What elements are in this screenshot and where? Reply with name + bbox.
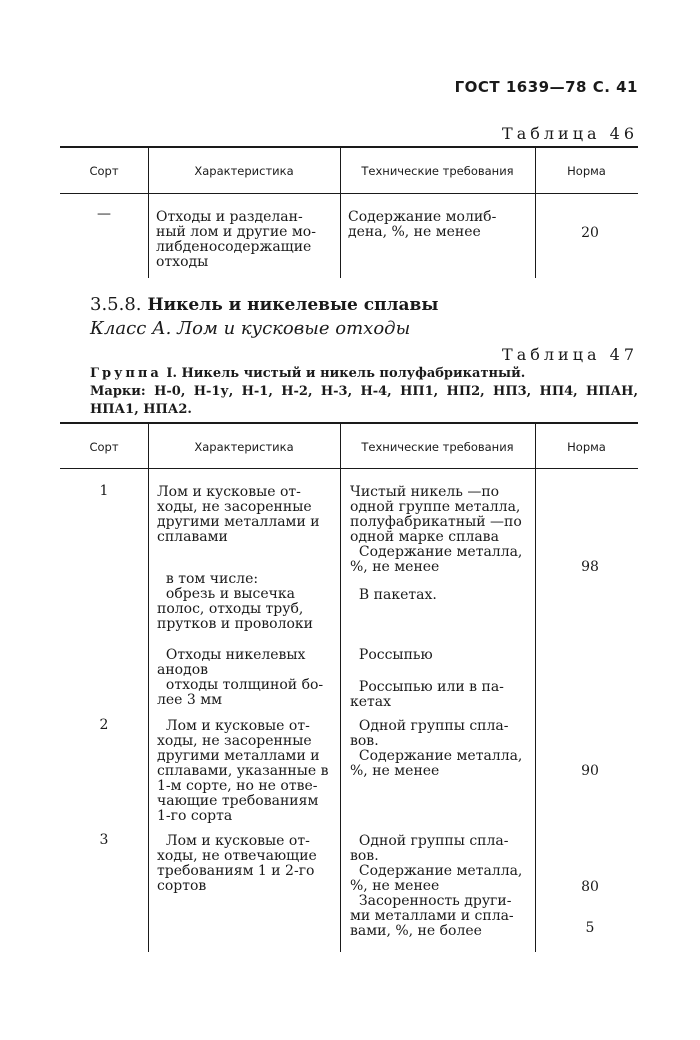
- table-47-header-requirements: Технические требования: [361, 440, 514, 454]
- table-46-header-rule: [60, 193, 638, 194]
- table-47-row-3-sort: 3: [99, 832, 109, 848]
- table-47-header-rule: [60, 468, 638, 469]
- class-heading: Класс А. Лом и кусковые отходы: [90, 318, 411, 339]
- section-heading: [90, 294, 438, 315]
- table-46-caption: Таблица 46: [502, 124, 638, 143]
- table-47-row-1-subitem: в том числе: обрезь и высечка полос, отходы труб, прутков и проволоки: [157, 571, 314, 632]
- table-46-header-norm: Норма: [567, 164, 606, 178]
- table-47-row-1-anodes-requirements: Россыпью: [350, 647, 433, 663]
- table-47-top-rule: [60, 422, 638, 424]
- group-heading: [90, 366, 525, 381]
- grades-line-2: НПА1, НПА2.: [90, 402, 192, 417]
- table-47-divider: [340, 424, 341, 952]
- table-47-row-1-sort: 1: [99, 483, 109, 499]
- section-title: Никель и никелевые сплавы: [147, 295, 439, 315]
- section-number: 3.5.8.: [90, 294, 142, 315]
- page-header: ГОСТ 1639—78 С. 41: [454, 78, 638, 96]
- table-47-row-2-norm: 90: [581, 763, 599, 779]
- table-47-row-1-thick-requirements: Россыпью или в па- кетах: [350, 679, 504, 710]
- table-47-row-3-norm-metal: 80: [581, 879, 599, 895]
- table-47-row-1-requirements: Чистый никель —по одной группе металла, полуфабрикатный —по одной марке сплава Содержание металла, %, не менее: [350, 484, 523, 575]
- table-47-divider: [148, 424, 149, 952]
- table-47-header-characteristic: Характеристика: [194, 440, 294, 454]
- table-47-divider: [535, 424, 536, 952]
- table-46-header-sort: Сорт: [89, 164, 119, 178]
- table-47-row-3-norm-contamination: 5: [585, 920, 595, 936]
- table-47-row-1-anodes: Отходы никелевых анодов отходы толщиной бо- лее 3 мм: [157, 647, 324, 708]
- table-46-top-rule: [60, 146, 638, 148]
- table-47-row-3-requirements: Одной группы спла- вов. Содержание металла, %, не менее Засоренность други- ми металлами и спла- вами, %, не более: [350, 833, 523, 939]
- table-46-header-requirements: Технические требования: [361, 164, 514, 178]
- group-text: I. Никель чистый и никель полуфабрикатный.: [166, 366, 526, 381]
- table-47-header-norm: Норма: [567, 440, 606, 454]
- table-47-row-2-characteristic: Лом и кусковые от- ходы, не засоренные другими металлами и сплавами, указанные в 1-м сорте, но не отве- чающие требованиям 1-го сорта: [157, 718, 329, 824]
- table-47-row-2-sort: 2: [99, 717, 109, 733]
- table-47-header-sort: Сорт: [89, 440, 119, 454]
- table-46-header-characteristic: Характеристика: [194, 164, 294, 178]
- table-46-cell-sort: —: [97, 206, 111, 222]
- group-label: Группа: [90, 366, 162, 381]
- table-46-cell-characteristic: Отходы и разделан- ный лом и другие мо- либденосодержащие отходы: [156, 209, 316, 270]
- table-47-row-2-requirements: Одной группы спла- вов. Содержание металла, %, не менее: [350, 718, 523, 779]
- table-46-cell-norm: 20: [581, 225, 599, 241]
- table-47-row-1-norm: 98: [581, 559, 599, 575]
- grades-line-1: Марки: Н-0, Н-1у, Н-1, Н-2, Н-3, Н-4, НП1, НП2, НП3, НП4, НПАН,: [90, 384, 638, 399]
- table-46-cell-requirements: Содержание молиб- дена, %, не менее: [348, 209, 497, 240]
- table-47-row-3-characteristic: Лом и кусковые от- ходы, не отвечающие требованиям 1 и 2-го сортов: [157, 833, 317, 894]
- table-47-row-1-subitem-requirements: В пакетах.: [350, 587, 437, 603]
- table-47-caption: Таблица 47: [502, 345, 638, 364]
- table-47-row-1-characteristic: Лом и кусковые от- ходы, не засоренные другими металлами и сплавами: [157, 484, 320, 545]
